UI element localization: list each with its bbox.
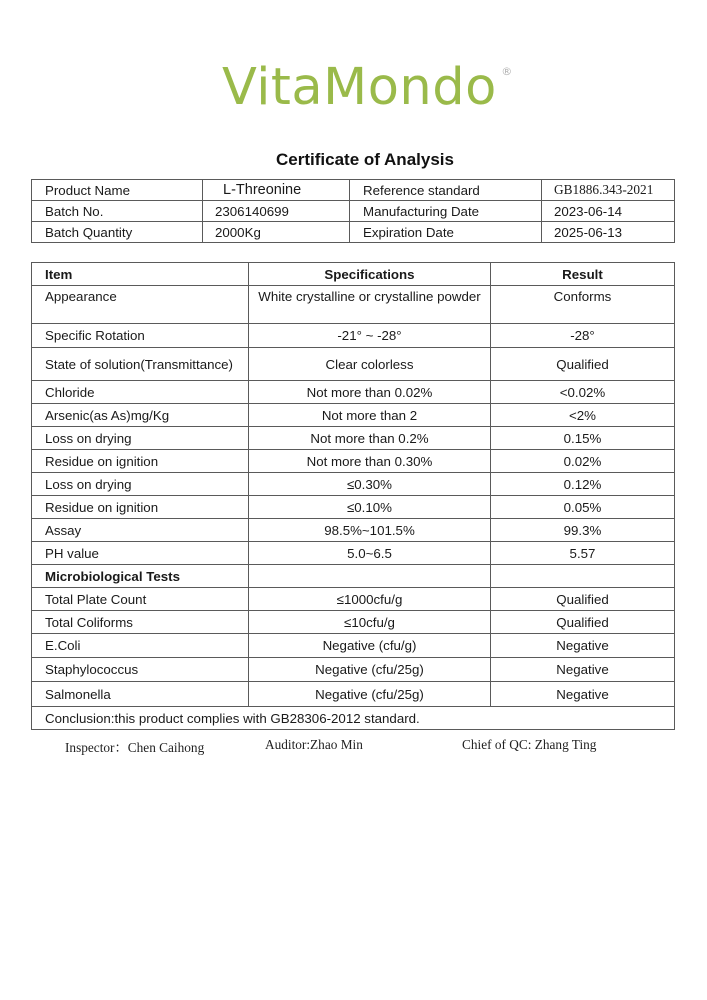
result-cell: 0.15% xyxy=(491,427,675,450)
item-cell: Staphylococcus xyxy=(32,658,249,682)
table-row xyxy=(32,634,675,658)
result-cell: Qualified xyxy=(491,588,675,611)
item-cell: Assay xyxy=(32,519,249,542)
registered-mark-icon: ® xyxy=(501,65,513,78)
specifications-table xyxy=(31,262,675,730)
product-info-table xyxy=(31,179,675,243)
info-label: Manufacturing Date xyxy=(350,201,542,222)
specification-cell: ≤10cfu/g xyxy=(249,611,491,634)
item-cell: Microbiological Tests xyxy=(32,565,249,588)
brand-logo xyxy=(222,58,513,117)
item-cell: Specific Rotation xyxy=(32,324,249,348)
specification-cell xyxy=(249,565,491,588)
specification-cell: Negative (cfu/25g) xyxy=(249,682,491,707)
result-cell: 0.05% xyxy=(491,496,675,519)
item-cell: E.Coli xyxy=(32,634,249,658)
item-cell: Loss on drying xyxy=(32,427,249,450)
specification-cell: White crystalline or crystalline powder xyxy=(249,286,491,324)
specification-cell: 98.5%~101.5% xyxy=(249,519,491,542)
item-cell: State of solution(Transmittance) xyxy=(32,348,249,381)
result-cell: Negative xyxy=(491,634,675,658)
table-row xyxy=(32,542,675,565)
conclusion-text: Conclusion:this product complies with GB28306-2012 standard. xyxy=(32,707,675,730)
result-cell: 0.02% xyxy=(491,450,675,473)
specification-cell: Not more than 2 xyxy=(249,404,491,427)
item-cell: Residue on ignition xyxy=(32,450,249,473)
column-header-result: Result xyxy=(491,263,675,286)
chief-qc-signature: Chief of QC: Zhang Ting xyxy=(462,737,597,752)
info-label: Batch No. xyxy=(32,201,203,222)
item-cell: Loss on drying xyxy=(32,473,249,496)
auditor-signature: Auditor:Zhao Min xyxy=(265,737,363,752)
item-cell: Salmonella xyxy=(32,682,249,707)
specification-cell: Not more than 0.30% xyxy=(249,450,491,473)
result-cell: Qualified xyxy=(491,348,675,381)
specification-cell: Negative (cfu/25g) xyxy=(249,658,491,682)
table-row xyxy=(32,348,675,381)
result-cell: Conforms xyxy=(491,286,675,324)
table-row xyxy=(32,682,675,707)
result-cell: <0.02% xyxy=(491,381,675,404)
document-title: Certificate of Analysis xyxy=(276,150,454,169)
info-value: 2025-06-13 xyxy=(542,222,675,243)
info-value: 2023-06-14 xyxy=(542,201,675,222)
result-cell: 0.12% xyxy=(491,473,675,496)
table-row xyxy=(32,427,675,450)
info-row xyxy=(32,201,675,222)
result-cell: Negative xyxy=(491,682,675,707)
info-value: L-Threonine xyxy=(203,180,350,201)
info-value: 2306140699 xyxy=(203,201,350,222)
column-header-item: Item xyxy=(32,263,249,286)
result-cell: Qualified xyxy=(491,611,675,634)
inspector-signature: Inspector：Chen Caihong xyxy=(65,740,205,755)
table-row xyxy=(32,286,675,324)
result-cell: 99.3% xyxy=(491,519,675,542)
result-cell xyxy=(491,565,675,588)
table-row xyxy=(32,588,675,611)
specification-cell: ≤1000cfu/g xyxy=(249,588,491,611)
info-label: Expiration Date xyxy=(350,222,542,243)
specification-cell: Negative (cfu/g) xyxy=(249,634,491,658)
table-row xyxy=(32,381,675,404)
specification-cell: Clear colorless xyxy=(249,348,491,381)
info-label: Product Name xyxy=(32,180,203,201)
specification-cell: Not more than 0.02% xyxy=(249,381,491,404)
item-cell: PH value xyxy=(32,542,249,565)
table-header-row xyxy=(32,263,675,286)
table-row xyxy=(32,450,675,473)
info-row xyxy=(32,180,675,201)
info-label: Reference standard xyxy=(350,180,542,201)
specification-cell: Not more than 0.2% xyxy=(249,427,491,450)
table-row xyxy=(32,324,675,348)
info-row xyxy=(32,222,675,243)
specification-cell: ≤0.10% xyxy=(249,496,491,519)
brand-name: VitaMondo xyxy=(222,58,497,117)
result-cell: <2% xyxy=(491,404,675,427)
result-cell: -28° xyxy=(491,324,675,348)
item-cell: Total Plate Count xyxy=(32,588,249,611)
specification-cell: 5.0~6.5 xyxy=(249,542,491,565)
table-row xyxy=(32,658,675,682)
item-cell: Appearance xyxy=(32,286,249,324)
item-cell: Residue on ignition xyxy=(32,496,249,519)
info-label: Batch Quantity xyxy=(32,222,203,243)
table-row xyxy=(32,565,675,588)
conclusion-row xyxy=(32,707,675,730)
item-cell: Arsenic(as As)mg/Kg xyxy=(32,404,249,427)
result-cell: 5.57 xyxy=(491,542,675,565)
column-header-specifications: Specifications xyxy=(249,263,491,286)
table-row xyxy=(32,519,675,542)
info-value: GB1886.343-2021 xyxy=(542,180,675,201)
specification-cell: -21° ~ -28° xyxy=(249,324,491,348)
info-value: 2000Kg xyxy=(203,222,350,243)
table-row xyxy=(32,404,675,427)
table-row xyxy=(32,496,675,519)
item-cell: Chloride xyxy=(32,381,249,404)
table-row xyxy=(32,473,675,496)
item-cell: Total Coliforms xyxy=(32,611,249,634)
table-row xyxy=(32,611,675,634)
result-cell: Negative xyxy=(491,658,675,682)
specification-cell: ≤0.30% xyxy=(249,473,491,496)
